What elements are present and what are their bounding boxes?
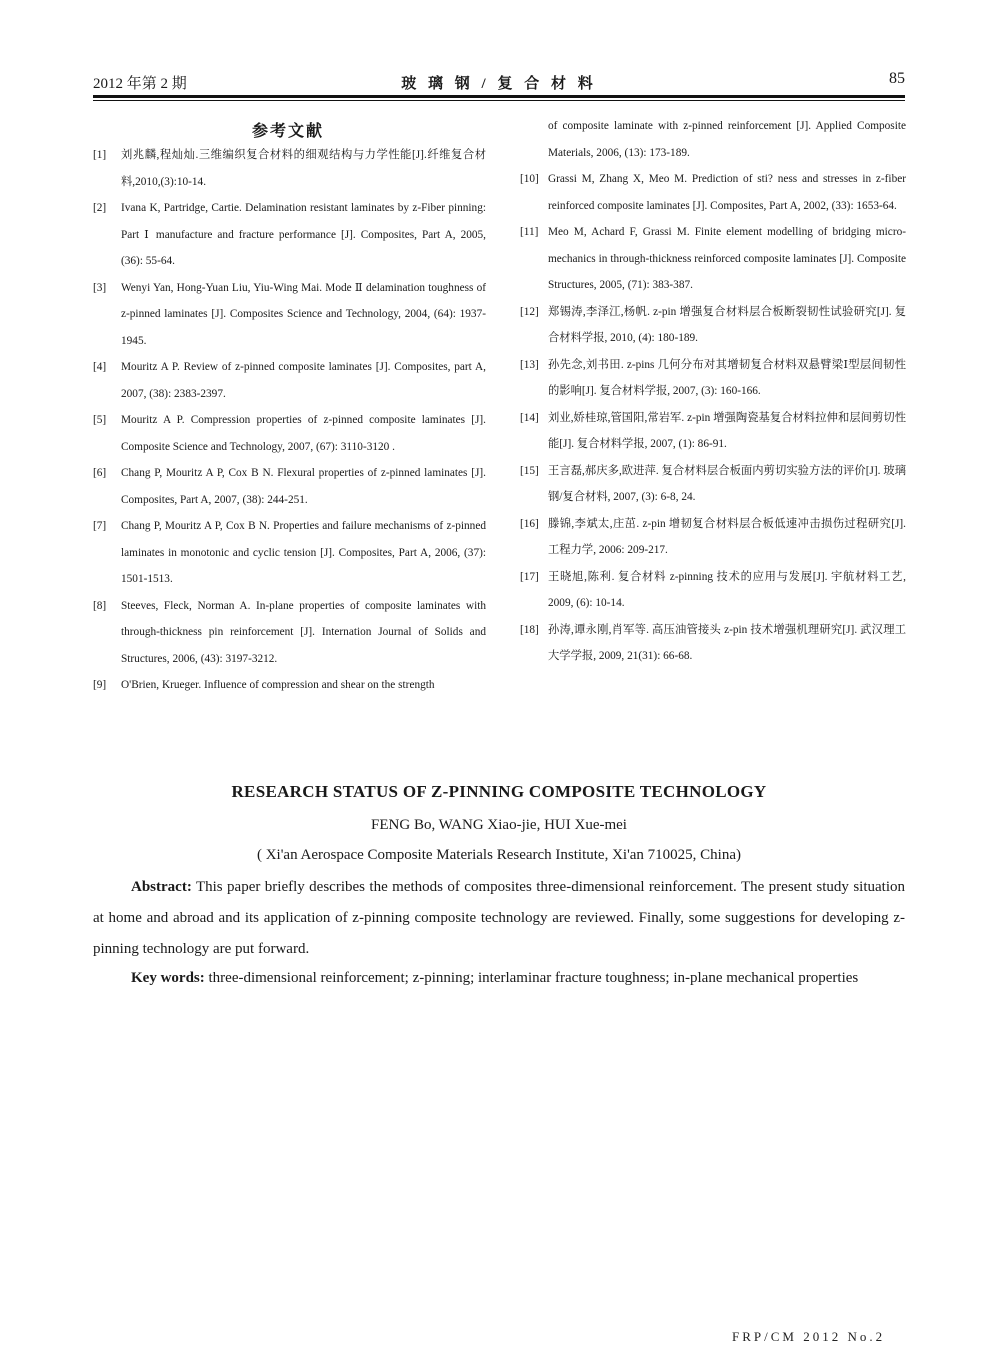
reference-number: [2]	[93, 202, 107, 214]
keywords-text: three-dimensional reinforcement; z-pinning; interlaminar fracture toughness; in-plane mechanical properties	[204, 970, 859, 986]
reference-text: 王晓旭,陈利. 复合材料 z-pinning 技术的应用与发展[J]. 宇航材料工艺, 2009, (6): 10-14.	[548, 570, 906, 609]
reference-text: 刘兆麟,程灿灿.三维编织复合材料的细观结构与力学性能[J].纤维复合材料,2010,(3):10-14.	[121, 149, 486, 188]
english-title: RESEARCH STATUS OF Z-PINNING COMPOSITE TECHNOLOGY	[231, 782, 767, 801]
english-keywords	[93, 963, 905, 994]
header-rule-thin	[93, 100, 905, 101]
reference-item	[93, 513, 486, 593]
reference-text: Wenyi Yan, Hong-Yuan Liu, Yiu-Wing Mai. Mode Ⅱ delamination toughness of z-pinned laminates [J]. Composites Science and Technology, 2004, (64): 1937-1945.	[121, 281, 486, 347]
reference-text: Meo M, Achard F, Grassi M. Finite element modelling of bridging micro-mechanics in through-thickness reinforced composite laminates [J]. Composite Structures, 2005, (71): 383-387.	[548, 226, 906, 291]
reference-number: [17]	[520, 570, 539, 583]
reference-item	[93, 407, 486, 460]
reference-item	[93, 195, 486, 275]
reference-number: [7]	[93, 520, 107, 532]
page-footer: FRP/CM 2012 No.2	[732, 1329, 886, 1344]
reference-number: [12]	[520, 305, 539, 318]
reference-number: [18]	[520, 623, 539, 636]
reference-item	[520, 405, 906, 458]
reference-number: [5]	[93, 414, 107, 426]
reference-continuation: of composite laminate with z-pinned reinforcement [J]. Applied Composite Materials, 2006, (13): 173-189.	[548, 120, 906, 159]
reference-item	[520, 166, 906, 219]
reference-number: [1]	[93, 149, 107, 161]
reference-item	[520, 617, 906, 670]
keywords-label: Key words:	[131, 970, 205, 986]
reference-item	[520, 219, 906, 299]
reference-item	[520, 511, 906, 564]
issue-label: 2012 年第 2 期	[93, 76, 187, 92]
reference-item	[93, 593, 486, 673]
reference-text: Grassi M, Zhang X, Meo M. Prediction of sti? ness and stresses in z-fiber reinforced composite laminates [J]. Composites, Part A, 2002, (33): 1653-64.	[548, 173, 906, 212]
reference-text: 滕锦,李斌太,庄茁. z-pin 增韧复合材料层合板低速冲击损伤过程研究[J]. 工程力学, 2006: 209-217.	[548, 517, 906, 556]
reference-number: [13]	[520, 358, 539, 371]
reference-number: [9]	[93, 679, 107, 691]
reference-number: [6]	[93, 467, 107, 479]
reference-item	[93, 275, 486, 355]
reference-text: Ivana K, Partridge, Cartie. Delamination resistant laminates by z-Fiber pinning: Part Ⅰ manufacture and fracture performance [J]. Composites, Part A, 2005, (36): 55-64.	[121, 202, 486, 267]
reference-number: [11]	[520, 226, 539, 238]
reference-text: Chang P, Mouritz A P, Cox B N. Flexural properties of z-pinned laminates [J]. Composites, Part A, 2007, (38): 244-251.	[121, 467, 486, 506]
reference-text: Mouritz A P. Compression properties of z-pinned composite laminates [J]. Composite Science and Technology, 2007, (67): 3110-3120 .	[121, 414, 486, 453]
reference-text: 郑锡涛,李泽江,杨帆. z-pin 增强复合材料层合板断裂韧性试验研究[J]. 复合材料学报, 2010, (4): 180-189.	[548, 305, 906, 344]
reference-item	[520, 458, 906, 511]
reference-number: [4]	[93, 361, 107, 373]
reference-number: [15]	[520, 464, 539, 477]
reference-number: [8]	[93, 599, 107, 612]
reference-item	[93, 460, 486, 513]
references-heading: 参考文献	[251, 123, 324, 140]
reference-item	[520, 299, 906, 352]
reference-item	[520, 352, 906, 405]
reference-text: 刘业,娇桂琼,管国阳,常岩军. z-pin 增强陶瓷基复合材料拉伸和层间剪切性能[J]. 复合材料学报, 2007, (1): 86-91.	[548, 411, 906, 450]
reference-item	[520, 564, 906, 617]
reference-number: [3]	[93, 281, 107, 294]
page-number: 85	[889, 70, 905, 87]
english-abstract	[93, 872, 905, 965]
reference-text: 孙涛,谭永刚,肖军等. 高压油管接头 z-pin 技术增强机理研究[J]. 武汉理工大学学报, 2009, 21(31): 66-68.	[548, 623, 906, 662]
references-left-column	[93, 142, 486, 699]
reference-item	[93, 142, 486, 195]
english-affiliation: ( Xi'an Aerospace Composite Materials Research Institute, Xi'an 710025, China)	[256, 847, 742, 863]
reference-number: [10]	[520, 173, 539, 185]
abstract-label: Abstract:	[131, 879, 192, 895]
reference-text: 孙先念,刘书田. z-pins 几何分布对其增韧复合材料双悬臂梁Ⅰ型层间韧性的影响[J]. 复合材料学报, 2007, (3): 160-166.	[548, 358, 906, 397]
reference-item	[93, 354, 486, 407]
abstract-text: This paper briefly describes the methods of composites three-dimensional reinforcement. The present study situation at home and abroad and its application of z-pinning composite technology are reviewed. Finally, some suggestions for developing z-pinning technology are put forward.	[93, 879, 905, 957]
reference-item	[93, 672, 486, 699]
page-header	[93, 70, 905, 94]
reference-text: O'Brien, Krueger. Influence of compression and shear on the strength	[121, 679, 435, 691]
english-authors: FENG Bo, WANG Xiao-jie, HUI Xue-mei	[371, 817, 627, 833]
journal-title: 玻 璃 钢 / 复 合 材 料	[401, 76, 597, 92]
references-right-column	[520, 113, 906, 670]
reference-text: Mouritz A P. Review of z-pinned composite laminates [J]. Composites, part A, 2007, (38): 2383-2397.	[121, 361, 486, 400]
reference-text: Steeves, Fleck, Norman A. In-plane properties of composite laminates with through-thickness pin reinforcement [J]. Internation Journal of Solids and Structures, 2006, (43): 3197-3212.	[121, 599, 486, 665]
reference-text: 王言磊,郝庆多,欧进萍. 复合材料层合板面内剪切实验方法的评价[J]. 玻璃钢/复合材料, 2007, (3): 6-8, 24.	[548, 464, 906, 503]
reference-number: [14]	[520, 411, 539, 424]
reference-number: [16]	[520, 517, 539, 530]
reference-text: Chang P, Mouritz A P, Cox B N. Properties and failure mechanisms of z-pinned laminates in monotonic and cyclic tension [J]. Composites, Part A, 2006, (37): 1501-1513.	[121, 520, 486, 585]
header-rule-thick	[93, 95, 905, 98]
